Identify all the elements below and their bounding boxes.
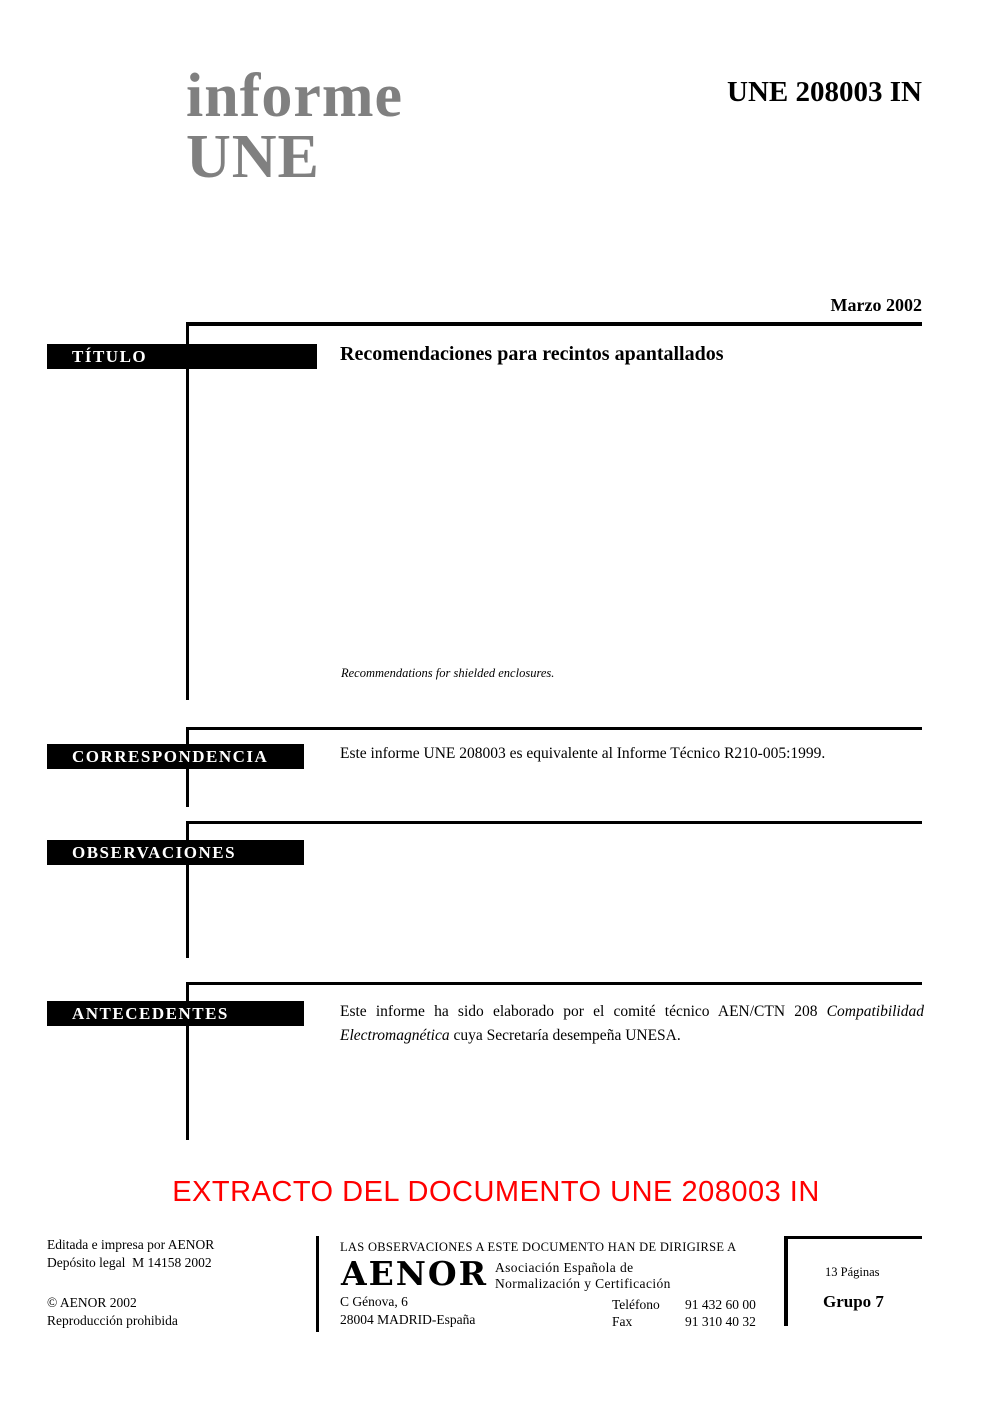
footer-imprint-block [47,1236,214,1272]
pages-count: 13 Páginas [825,1265,880,1279]
footer-address-city: 28004 MADRID-España [340,1312,476,1327]
footer-reproduction: Reproducción prohibida [47,1313,178,1328]
footer-copyright-block [47,1294,178,1330]
aenor-org-name-line1: Asociación Española de [495,1260,634,1275]
correspondencia-section-bar [47,744,304,769]
informe-une-logo [186,62,404,191]
titulo-label: TÍTULO [72,346,148,366]
footer-copyright: © AENOR 2002 [47,1295,137,1310]
observaciones-rule [188,821,922,824]
titulo-section-bar [47,344,317,369]
footer-fax-label: Fax [612,1314,633,1329]
logo-line-informe: informe [186,62,404,130]
antecedentes-text [340,1000,924,1048]
aenor-logo: AENOR [341,1254,489,1293]
footer-phone-label: Teléfono [612,1297,660,1312]
footer-address-street: C Génova, 6 [340,1294,408,1309]
footer-address-block [340,1293,475,1329]
document-code: UNE 208003 IN [727,76,922,108]
footer-divider-left [316,1236,319,1332]
correspondencia-text: Este informe UNE 208003 es equivalente al Informe Técnico R210-005:1999. [340,745,826,762]
logo-line-une: UNE [186,123,320,191]
document-title: Recomendaciones para recintos apantallados [340,343,724,365]
antecedentes-text-start: Este informe ha sido elaborado por el comité técnico AEN/CTN 208 [340,1003,827,1020]
titulo-section-vline [186,322,189,700]
extract-notice: EXTRACTO DEL DOCUMENTO UNE 208003 IN [172,1176,820,1208]
antecedentes-text-end: cuya Secretaría desempeña UNESA. [449,1027,681,1044]
observaciones-section-bar [47,840,304,865]
antecedentes-text-italic: Compatibilidad Electromagnética [340,1003,924,1044]
correspondencia-rule [188,727,922,730]
observaciones-label: OBSERVACIONES [72,842,237,862]
footer-phone-value: 91 432 60 00 [685,1297,756,1312]
footer-fax-value: 91 310 40 32 [685,1314,756,1329]
english-translation-note: Recommendations for shielded enclosures. [341,666,555,680]
aenor-org-name-line2: Normalización y Certificación [495,1276,671,1291]
antecedentes-rule [188,982,922,985]
correspondencia-label: CORRESPONDENCIA [72,746,269,766]
footer-legal-deposit: Depósito legal M 14158 2002 [47,1255,212,1270]
antecedentes-label: ANTECEDENTES [72,1003,229,1023]
publication-date: Marzo 2002 [830,295,922,315]
footer-right-top-rule [784,1236,922,1239]
footer-divider-right [784,1236,788,1326]
footer-published-by: Editada e impresa por AENOR [47,1237,215,1252]
top-rule [188,322,922,326]
group-label: Grupo 7 [823,1292,884,1311]
antecedentes-section-bar [47,1001,304,1026]
footer-observations-notice: LAS OBSERVACIONES A ESTE DOCUMENTO HAN DE DIRIGIRSE A [340,1240,737,1254]
aenor-org-name [495,1260,671,1292]
